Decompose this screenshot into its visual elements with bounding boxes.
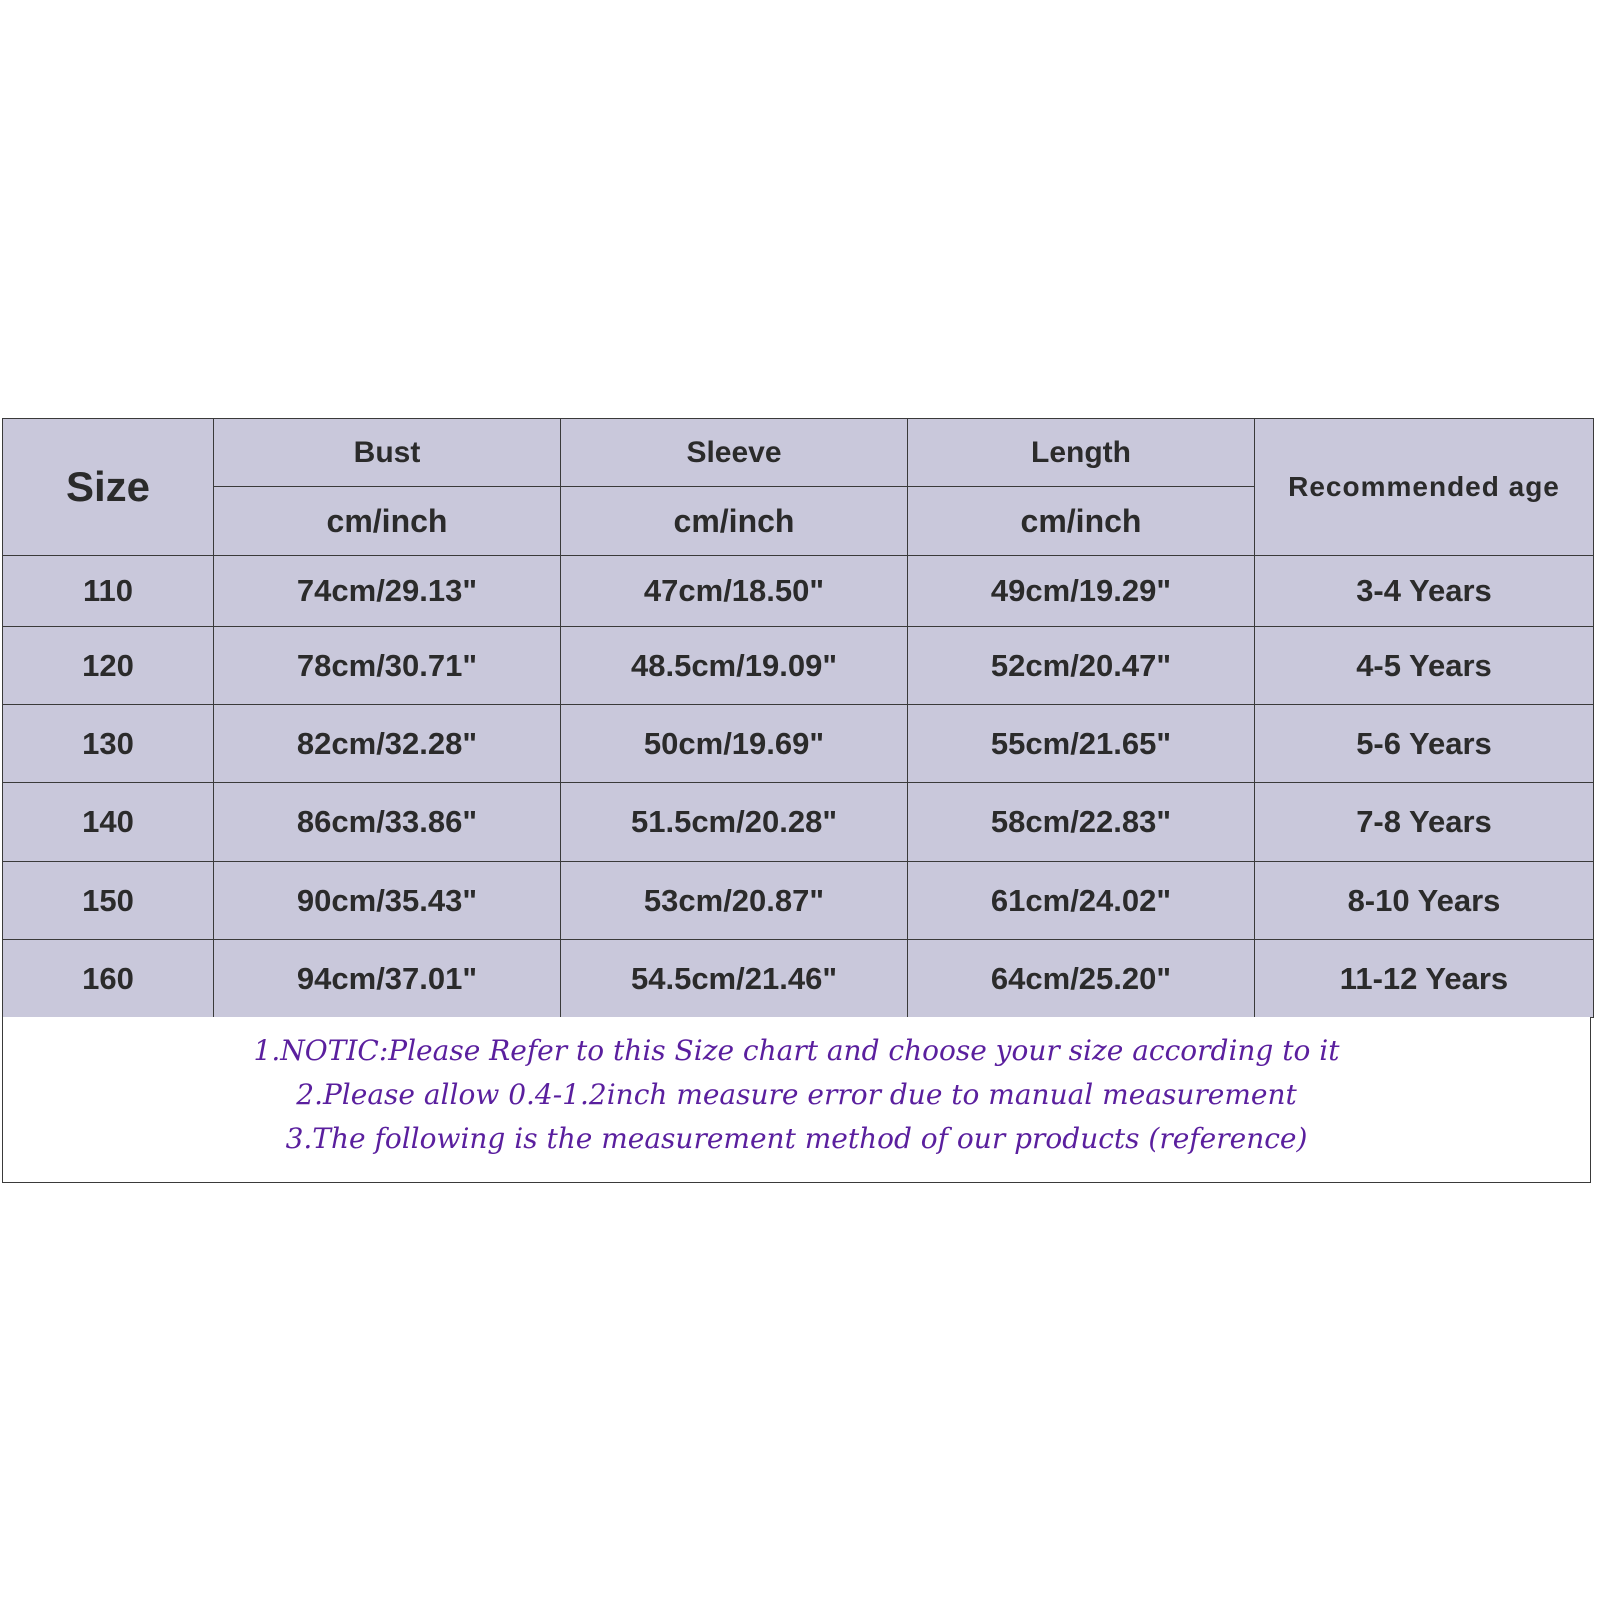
cell-length: 49cm/19.29" [908,556,1255,627]
cell-sleeve: 53cm/20.87" [561,862,908,940]
cell-age: 3-4 Years [1255,556,1594,627]
unit-length: cm/inch [908,487,1255,556]
cell-length: 52cm/20.47" [908,627,1255,705]
cell-age: 7-8 Years [1255,783,1594,862]
table-row [3,862,1594,940]
cell-bust: 94cm/37.01" [214,940,561,1018]
table-row [3,705,1594,783]
cell-length: 58cm/22.83" [908,783,1255,862]
header-sleeve: Sleeve [561,419,908,487]
unit-bust: cm/inch [214,487,561,556]
header-size: Size [3,419,214,556]
header-recommended-age: Recommended age [1255,419,1594,556]
table-row [3,627,1594,705]
header-bust: Bust [214,419,561,487]
table-row [3,940,1594,1018]
note-line-2: 2.Please allow 0.4-1.2inch measure error due to manual measurement [296,1078,1297,1111]
cell-length: 64cm/25.20" [908,940,1255,1018]
cell-size: 110 [3,556,214,627]
unit-sleeve: cm/inch [561,487,908,556]
header-row [3,419,1594,487]
cell-bust: 74cm/29.13" [214,556,561,627]
cell-length: 61cm/24.02" [908,862,1255,940]
cell-age: 8-10 Years [1255,862,1594,940]
cell-sleeve: 51.5cm/20.28" [561,783,908,862]
note-line-1: 1.NOTIC:Please Refer to this Size chart and choose your size according to it [253,1034,1340,1067]
cell-size: 140 [3,783,214,862]
cell-sleeve: 47cm/18.50" [561,556,908,627]
cell-bust: 82cm/32.28" [214,705,561,783]
table-row [3,556,1594,627]
cell-length: 55cm/21.65" [908,705,1255,783]
size-chart-table [2,418,1594,1018]
cell-bust: 86cm/33.86" [214,783,561,862]
cell-sleeve: 50cm/19.69" [561,705,908,783]
header-length: Length [908,419,1255,487]
table-row [3,783,1594,862]
cell-size: 120 [3,627,214,705]
cell-size: 150 [3,862,214,940]
cell-sleeve: 48.5cm/19.09" [561,627,908,705]
cell-age: 4-5 Years [1255,627,1594,705]
cell-age: 5-6 Years [1255,705,1594,783]
note-line-3: 3.The following is the measurement method of our products (reference) [285,1122,1308,1155]
cell-bust: 90cm/35.43" [214,862,561,940]
cell-size: 130 [3,705,214,783]
cell-age: 11-12 Years [1255,940,1594,1018]
notes-box [2,1017,1591,1183]
cell-bust: 78cm/30.71" [214,627,561,705]
cell-size: 160 [3,940,214,1018]
cell-sleeve: 54.5cm/21.46" [561,940,908,1018]
